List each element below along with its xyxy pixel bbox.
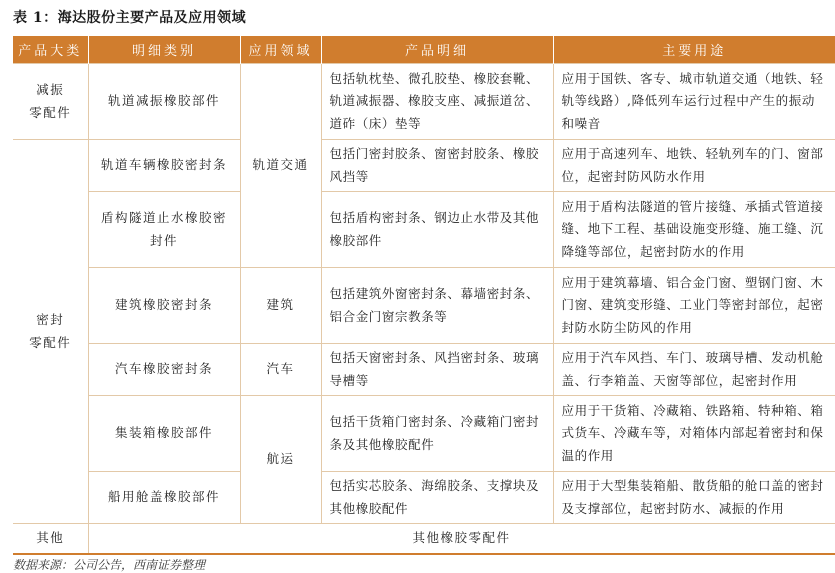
field-shipping: 航运 [240, 396, 321, 524]
subcategory-cell: 轨道车辆橡胶密封条 [88, 140, 240, 192]
field-building: 建筑 [240, 268, 321, 344]
table-title: 表 1：海达股份主要产品及应用领域 [13, 10, 247, 26]
field-rail: 轨道交通 [240, 64, 321, 268]
table-row [13, 524, 835, 554]
table-row [13, 140, 835, 192]
usage-cell: 应用于大型集装箱船、散货船的舱口盖的密封及支撑部位，起密封防水、减振的作用 [553, 472, 835, 524]
category-other: 其他 [13, 524, 88, 554]
table-row [13, 192, 835, 268]
usage-cell: 应用于建筑幕墙、铝合金门窗、塑钢门窗、木门窗、建筑变形缝、工业门等密封部位，起密封防水防尘防风的作用 [553, 268, 835, 344]
usage-cell: 应用于高速列车、地铁、轻轨列车的门、窗部位，起密封防风防水作用 [553, 140, 835, 192]
header-detail: 产品明细 [321, 36, 553, 64]
detail-cell: 包括实芯胶条、海绵胶条、支撑块及其他橡胶配件 [321, 472, 553, 524]
other-detail: 其他橡胶零配件 [88, 524, 835, 554]
subcategory-cell: 船用舱盖橡胶部件 [88, 472, 240, 524]
usage-cell: 应用于干货箱、冷藏箱、铁路箱、特种箱、箱式货车、冷藏车等，对箱体内部起着密封和保温的作用 [553, 396, 835, 472]
subcategory-cell: 轨道减振橡胶部件 [88, 64, 240, 140]
header-row [13, 36, 835, 64]
detail-cell: 包括天窗密封条、风挡密封条、玻璃导槽等 [321, 344, 553, 396]
detail-cell: 包括干货箱门密封条、冷藏箱门密封条及其他橡胶配件 [321, 396, 553, 472]
table-row [13, 268, 835, 344]
subcategory-cell: 集装箱橡胶部件 [88, 396, 240, 472]
header-subcategory: 明细类别 [88, 36, 240, 64]
header-category: 产品大类 [13, 36, 88, 64]
usage-cell: 应用于汽车风挡、车门、玻璃导槽、发动机舱盖、行李箱盖、天窗等部位，起密封作用 [553, 344, 835, 396]
header-usage: 主要用途 [553, 36, 835, 64]
detail-cell: 包括轨枕垫、微孔胶垫、橡胶套靴、轨道减振器、橡胶支座、减振道岔、道砟（床）垫等 [321, 64, 553, 140]
category-seal: 密封 零配件 [13, 140, 88, 524]
table-row [13, 344, 835, 396]
detail-cell: 包括门密封胶条、窗密封胶条、橡胶风挡等 [321, 140, 553, 192]
header-field: 应用领域 [240, 36, 321, 64]
product-table [13, 36, 835, 555]
usage-cell: 应用于盾构法隧道的管片接缝、承插式管道接缝、地下工程、基础设施变形缝、施工缝、沉降缝等部位，起密封防水的作用 [553, 192, 835, 268]
table-row [13, 396, 835, 472]
subcategory-cell: 汽车橡胶密封条 [88, 344, 240, 396]
table-row [13, 64, 835, 140]
table-row [13, 472, 835, 524]
subcategory-cell: 盾构隧道止水橡胶密封件 [88, 192, 240, 268]
detail-cell: 包括建筑外窗密封条、幕墙密封条、铝合金门窗宗教条等 [321, 268, 553, 344]
subcategory-cell: 建筑橡胶密封条 [88, 268, 240, 344]
category-vibration: 减振 零配件 [13, 64, 88, 140]
usage-cell: 应用于国铁、客专、城市轨道交通（地铁、轻轨等线路）,降低列车运行过程中产生的振动和噪音 [553, 64, 835, 140]
source-note: 数据来源：公司公告，西南证券整理 [13, 558, 206, 572]
field-auto: 汽车 [240, 344, 321, 396]
detail-cell: 包括盾构密封条、钢边止水带及其他橡胶部件 [321, 192, 553, 268]
